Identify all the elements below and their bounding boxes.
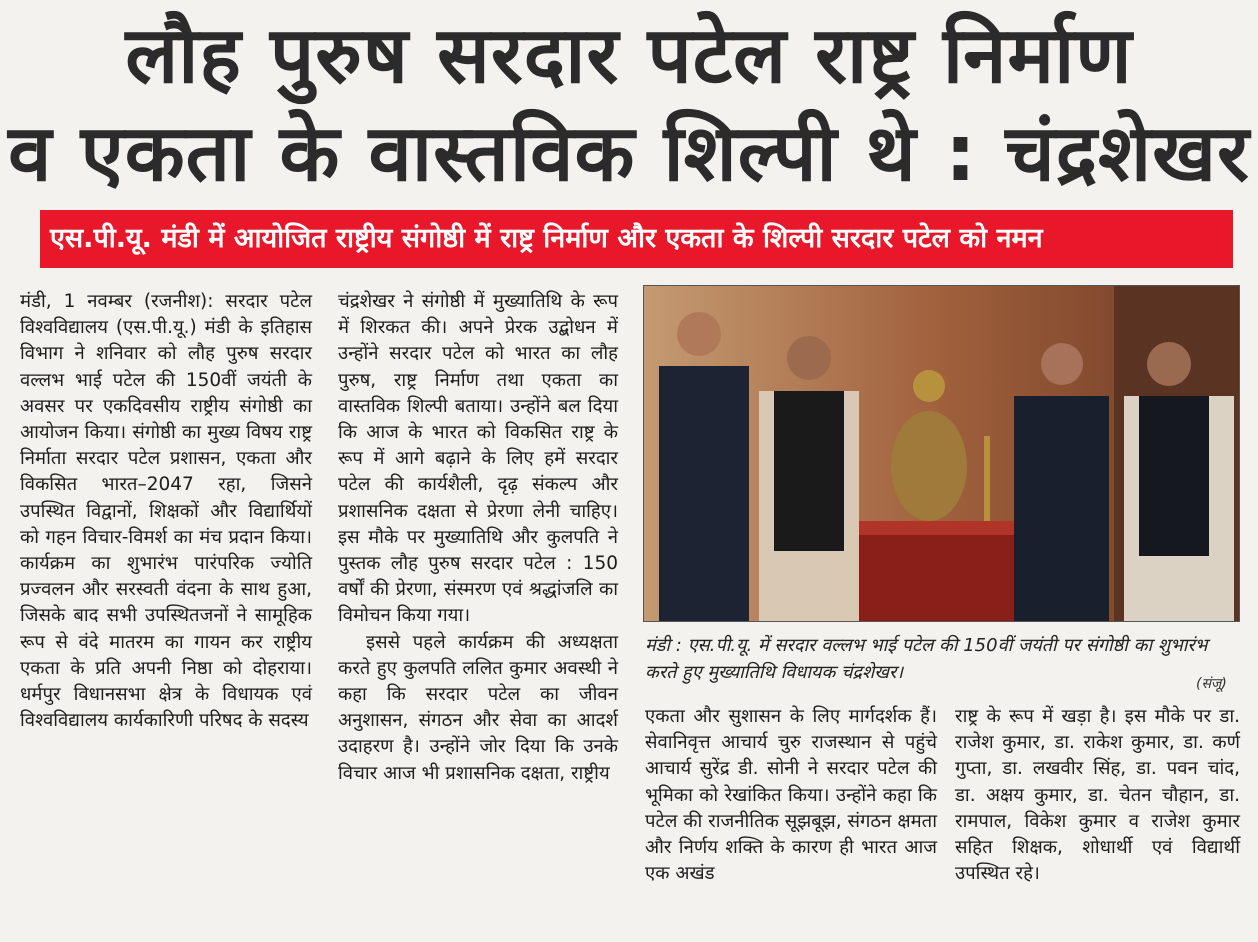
article-column-4 bbox=[955, 704, 1240, 887]
subheadline-banner: एस.पी.यू. मंडी में आयोजित राष्ट्रीय संगोष्ठी में राष्ट्र निर्माण और एकता के शिल्पी सरदार पटेल को नमन bbox=[40, 210, 1233, 268]
article-paragraph: चंद्रशेखर ने संगोष्ठी में मुख्यातिथि के रूप में शिरकत की। अपने प्रेरक उद्बोधन में उन्होंने सरदार पटेल को भारत का लौह पुरुष, राष्ट्र निर्माण तथा एकता का वास्तविक शिल्पी बताया। उन्होंने बल दिया कि आज के भारत को विकसित राष्ट्र के रूप में आगे बढ़ाने के लिए हमें सरदार पटेल की कार्यशैली, दृढ़ संकल्प और प्रशासनिक दक्षता से प्रेरणा लेनी चाहिए। इस मौके पर मुख्यातिथि और कुलपति ने पुस्तक लौह पुरुष सरदार पटेल : 150 वर्षों की प्रेरणा, संस्मरण एवं श्रद्धांजलि का विमोचन किया गया। bbox=[338, 291, 618, 627]
news-photo bbox=[643, 285, 1240, 622]
article-paragraph: मंडी, 1 नवम्बर (रजनीश): सरदार पटेल विश्वविद्यालय (एस.पी.यू.) मंडी के इतिहास विभाग ने शनिवार को लौह पुरुष सरदार वल्लभ भाई पटेल की 150वीं जयंती के अवसर पर एकदिवसीय राष्ट्रीय संगोष्ठी का आयोजन किया। संगोष्ठी का मुख्य विषय राष्ट्र निर्माता सरदार पटेल प्रशासन, एकता और विकसित भारत–2047 रहा, जिसने उपस्थित विद्वानों, शिक्षकों और विद्यार्थियों को गहन विचार-विमर्श का मंच प्रदान किया। कार्यक्रम का शुभारंभ पारंपरिक ज्योति प्रज्वलन और सरस्वती वंदना के साथ हुआ, जिसके बाद सभी उपस्थितजनों ने सामूहिक रूप से वंदे मातरम का गायन कर राष्ट्रीय एकता के प्रति अपनी निष्ठा को दोहराया। धर्मपुर विधानसभा क्षेत्र के विधायक एवं विश्वविद्यालय कार्यकारिणी परिषद के सदस्य bbox=[20, 291, 312, 732]
article-paragraph: एकता और सुशासन के लिए मार्गदर्शक हैं। सेवानिवृत्त आचार्य चुरु राजस्थान से पहुंचे आचार्य सुरेंद्र डी. सोनी ने सरदार पटेल की भूमिका को रेखांकित किया। उन्होंने कहा कि पटेल की राजनीतिक सूझबूझ, संगठन क्षमता और निर्णय शक्ति के कारण ही भारत आज एक अखंड bbox=[645, 706, 937, 885]
headline-line-1: लौह पुरुष सरदार पटेल राष्ट्र निर्माण bbox=[125, 11, 1133, 101]
article-column-3 bbox=[645, 704, 937, 887]
article-column-1 bbox=[20, 289, 312, 734]
article-column-2 bbox=[338, 289, 618, 787]
article-paragraph: राष्ट्र के रूप में खड़ा है। इस मौके पर डा. राजेश कुमार, डा. राकेश कुमार, डा. कर्ण गुप्ता, डा. लखवीर सिंह, डा. पवन चांद, डा. अक्षय कुमार, डा. चेतन चौहान, डा. रामपाल, विकेश कुमार व राजेश कुमार सहित शिक्षक, शोधार्थी एवं विद्यार्थी उपस्थित रहे। bbox=[955, 706, 1240, 885]
photo-caption: मंडी : एस.पी.यू. में सरदार वल्लभ भाई पटेल की 150वीं जयंती पर संगोष्ठी का शुभारंभ करते हुए मुख्यातिथि विधायक चंद्रशेखर। bbox=[645, 635, 1208, 683]
news-photo-illustration bbox=[644, 286, 1239, 621]
photo-credit: (संजू) bbox=[1196, 676, 1227, 692]
article-paragraph: इससे पहले कार्यक्रम की अध्यक्षता करते हुए कुलपति ललित कुमार अवस्थी ने कहा कि सरदार पटेल का जीवन अनुशासन, संगठन और सेवा का आदर्श उदाहरण है। उन्होंने जोर दिया कि उनके विचार आज भी प्रशासनिक दक्षता, राष्ट्रीय bbox=[338, 631, 618, 784]
headline-line-2: व एकता के वास्तविक शिल्पी थे : चंद्रशेखर bbox=[8, 109, 1250, 199]
